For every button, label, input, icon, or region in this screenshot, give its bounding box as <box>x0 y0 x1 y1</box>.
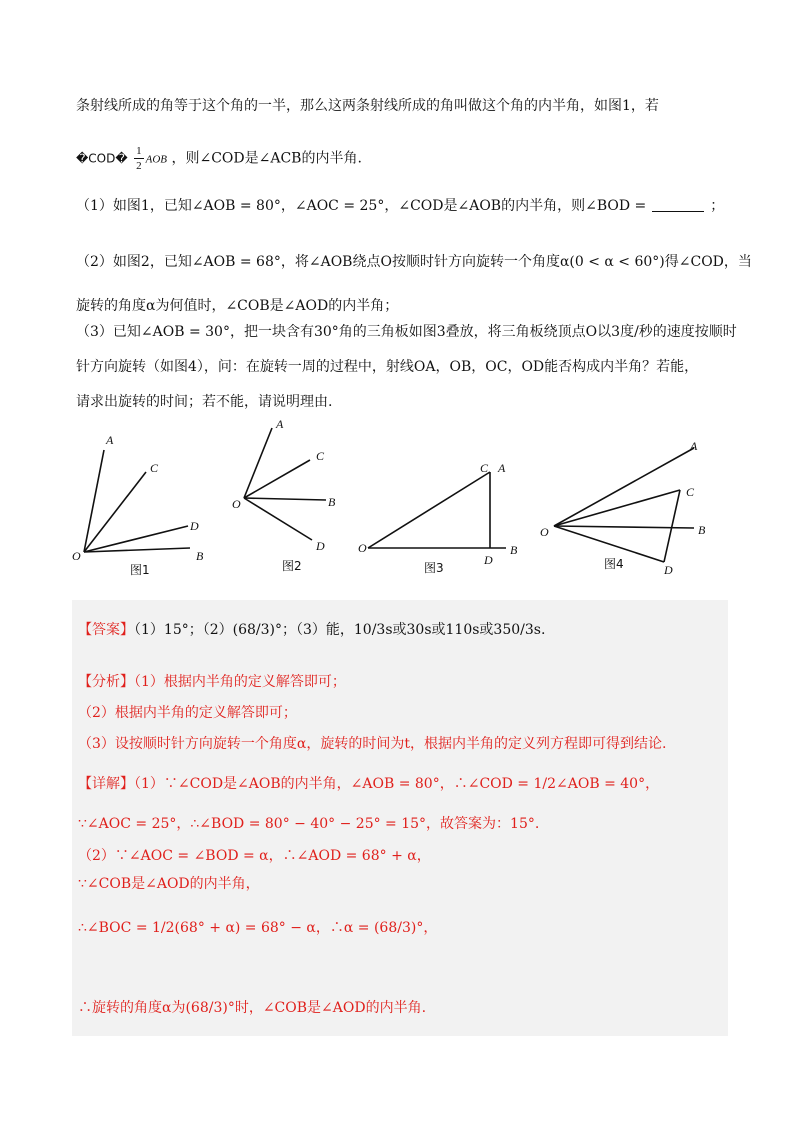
answer-line <box>78 620 545 640</box>
answer-tag: 【答案】 <box>78 622 134 638</box>
detail-line-2: ∵∠AOC = 25°，∴∠BOD = 80° − 40° − 25° = 15°，故答案为：15°. <box>78 816 540 832</box>
label-A: A <box>498 461 506 475</box>
analysis-line-1: 【分析】（1）根据内半角的定义解答即可； <box>78 674 346 690</box>
question-3-line-1: （3）已知∠AOB = 30°，把一块含有30°角的三角板如图3叠放，将三角板绕顶点O以3度/秒的速度按顺时 <box>76 324 737 340</box>
label-D: D <box>190 519 199 533</box>
problem-line-2: �COD� $\frac{1}{2}$ AOB ，则∠COD是∠ACB的内半角. <box>76 145 362 172</box>
figure-2 <box>228 414 358 578</box>
line2-suffix: ，则∠COD是∠ACB的内半角. <box>171 150 362 167</box>
caption-fig3: 图3 <box>424 561 444 575</box>
label-O: O <box>540 525 549 539</box>
detail-line-3: （2）∵∠AOC = ∠BOD = α，∴∠AOD = 68° + α， <box>78 848 431 864</box>
label-O: O <box>358 541 367 555</box>
label-A: A <box>690 439 698 453</box>
caption-fig1: 图1 <box>130 563 150 577</box>
label-C: C <box>150 461 159 475</box>
detail-line-5: ∴∠BOC = 1/2(68° + α) = 68° − α，∴α = (68/3)°， <box>78 920 438 936</box>
analysis-line-2: （2）根据内半角的定义解答即可； <box>78 705 297 721</box>
question-3-line-3: 请求出旋转的时间；若不能，请说明理由. <box>76 394 333 410</box>
label-B: B <box>328 495 336 509</box>
label-C: C <box>480 461 489 475</box>
caption-fig4: 图4 <box>604 557 624 571</box>
figure-3 <box>360 456 530 580</box>
garbled-prefix: �COD� <box>76 151 128 166</box>
label-O: O <box>232 497 241 511</box>
label-C: C <box>686 485 695 499</box>
label-A: A <box>276 417 284 431</box>
answer-blank <box>652 197 704 212</box>
label-D: D <box>664 563 673 577</box>
caption-fig2: 图2 <box>282 559 302 573</box>
detail-line-6: ∴旋转的角度α为(68/3)°时，∠COB是∠AOD的内半角. <box>78 1000 427 1016</box>
detail-tag: 【详解】 <box>78 776 134 792</box>
question-2-line-1: （2）如图2，已知∠AOB = 68°，将∠AOB绕点O按顺时针方向旋转一个角度α(0 < α < 60°)得∠COD，当 <box>76 254 752 270</box>
label-B: B <box>510 543 518 557</box>
label-A: A <box>106 433 114 447</box>
problem-line-1: 条射线所成的角等于这个角的一半，那么这两条射线所成的角叫做这个角的内半角，如图1，若 <box>76 98 659 114</box>
analysis-line-3: （3）设按顺时针方向旋转一个角度α，旋转的时间为t，根据内半角的定义列方程即可得到结论. <box>78 736 667 752</box>
analysis-tag: 【分析】 <box>78 674 134 690</box>
figure-4 <box>534 436 724 580</box>
question-1: （1）如图1，已知∠AOB = 80°，∠AOC = 25°，∠COD是∠AOB的内半角，则∠BOD = ； <box>76 198 725 214</box>
figure-1 <box>64 428 224 578</box>
question-3-line-2: 针方向旋转（如图4），问：在旋转一周的过程中，射线OA，OB，OC，OD能否构成内半角？若能， <box>76 359 699 375</box>
question-2-line-2: 旋转的角度α为何值时，∠COB是∠AOD的内半角； <box>76 298 399 314</box>
label-O: O <box>72 549 81 563</box>
label-B: B <box>196 549 204 563</box>
label-B: B <box>698 523 706 537</box>
label-C: C <box>316 449 325 463</box>
answer-text: （1）15°；（2）(68/3)°；（3）能，10/3s或30s或110s或350/3s. <box>134 622 546 638</box>
label-D: D <box>316 539 325 553</box>
detail-line-4: ∵∠COB是∠AOD的内半角， <box>78 876 260 892</box>
label-D: D <box>484 553 493 567</box>
detail-line-1: 【详解】（1）∵∠COD是∠AOB的内半角，∠AOB = 80°，∴∠COD = 1/2∠AOB = 40°， <box>78 776 660 792</box>
